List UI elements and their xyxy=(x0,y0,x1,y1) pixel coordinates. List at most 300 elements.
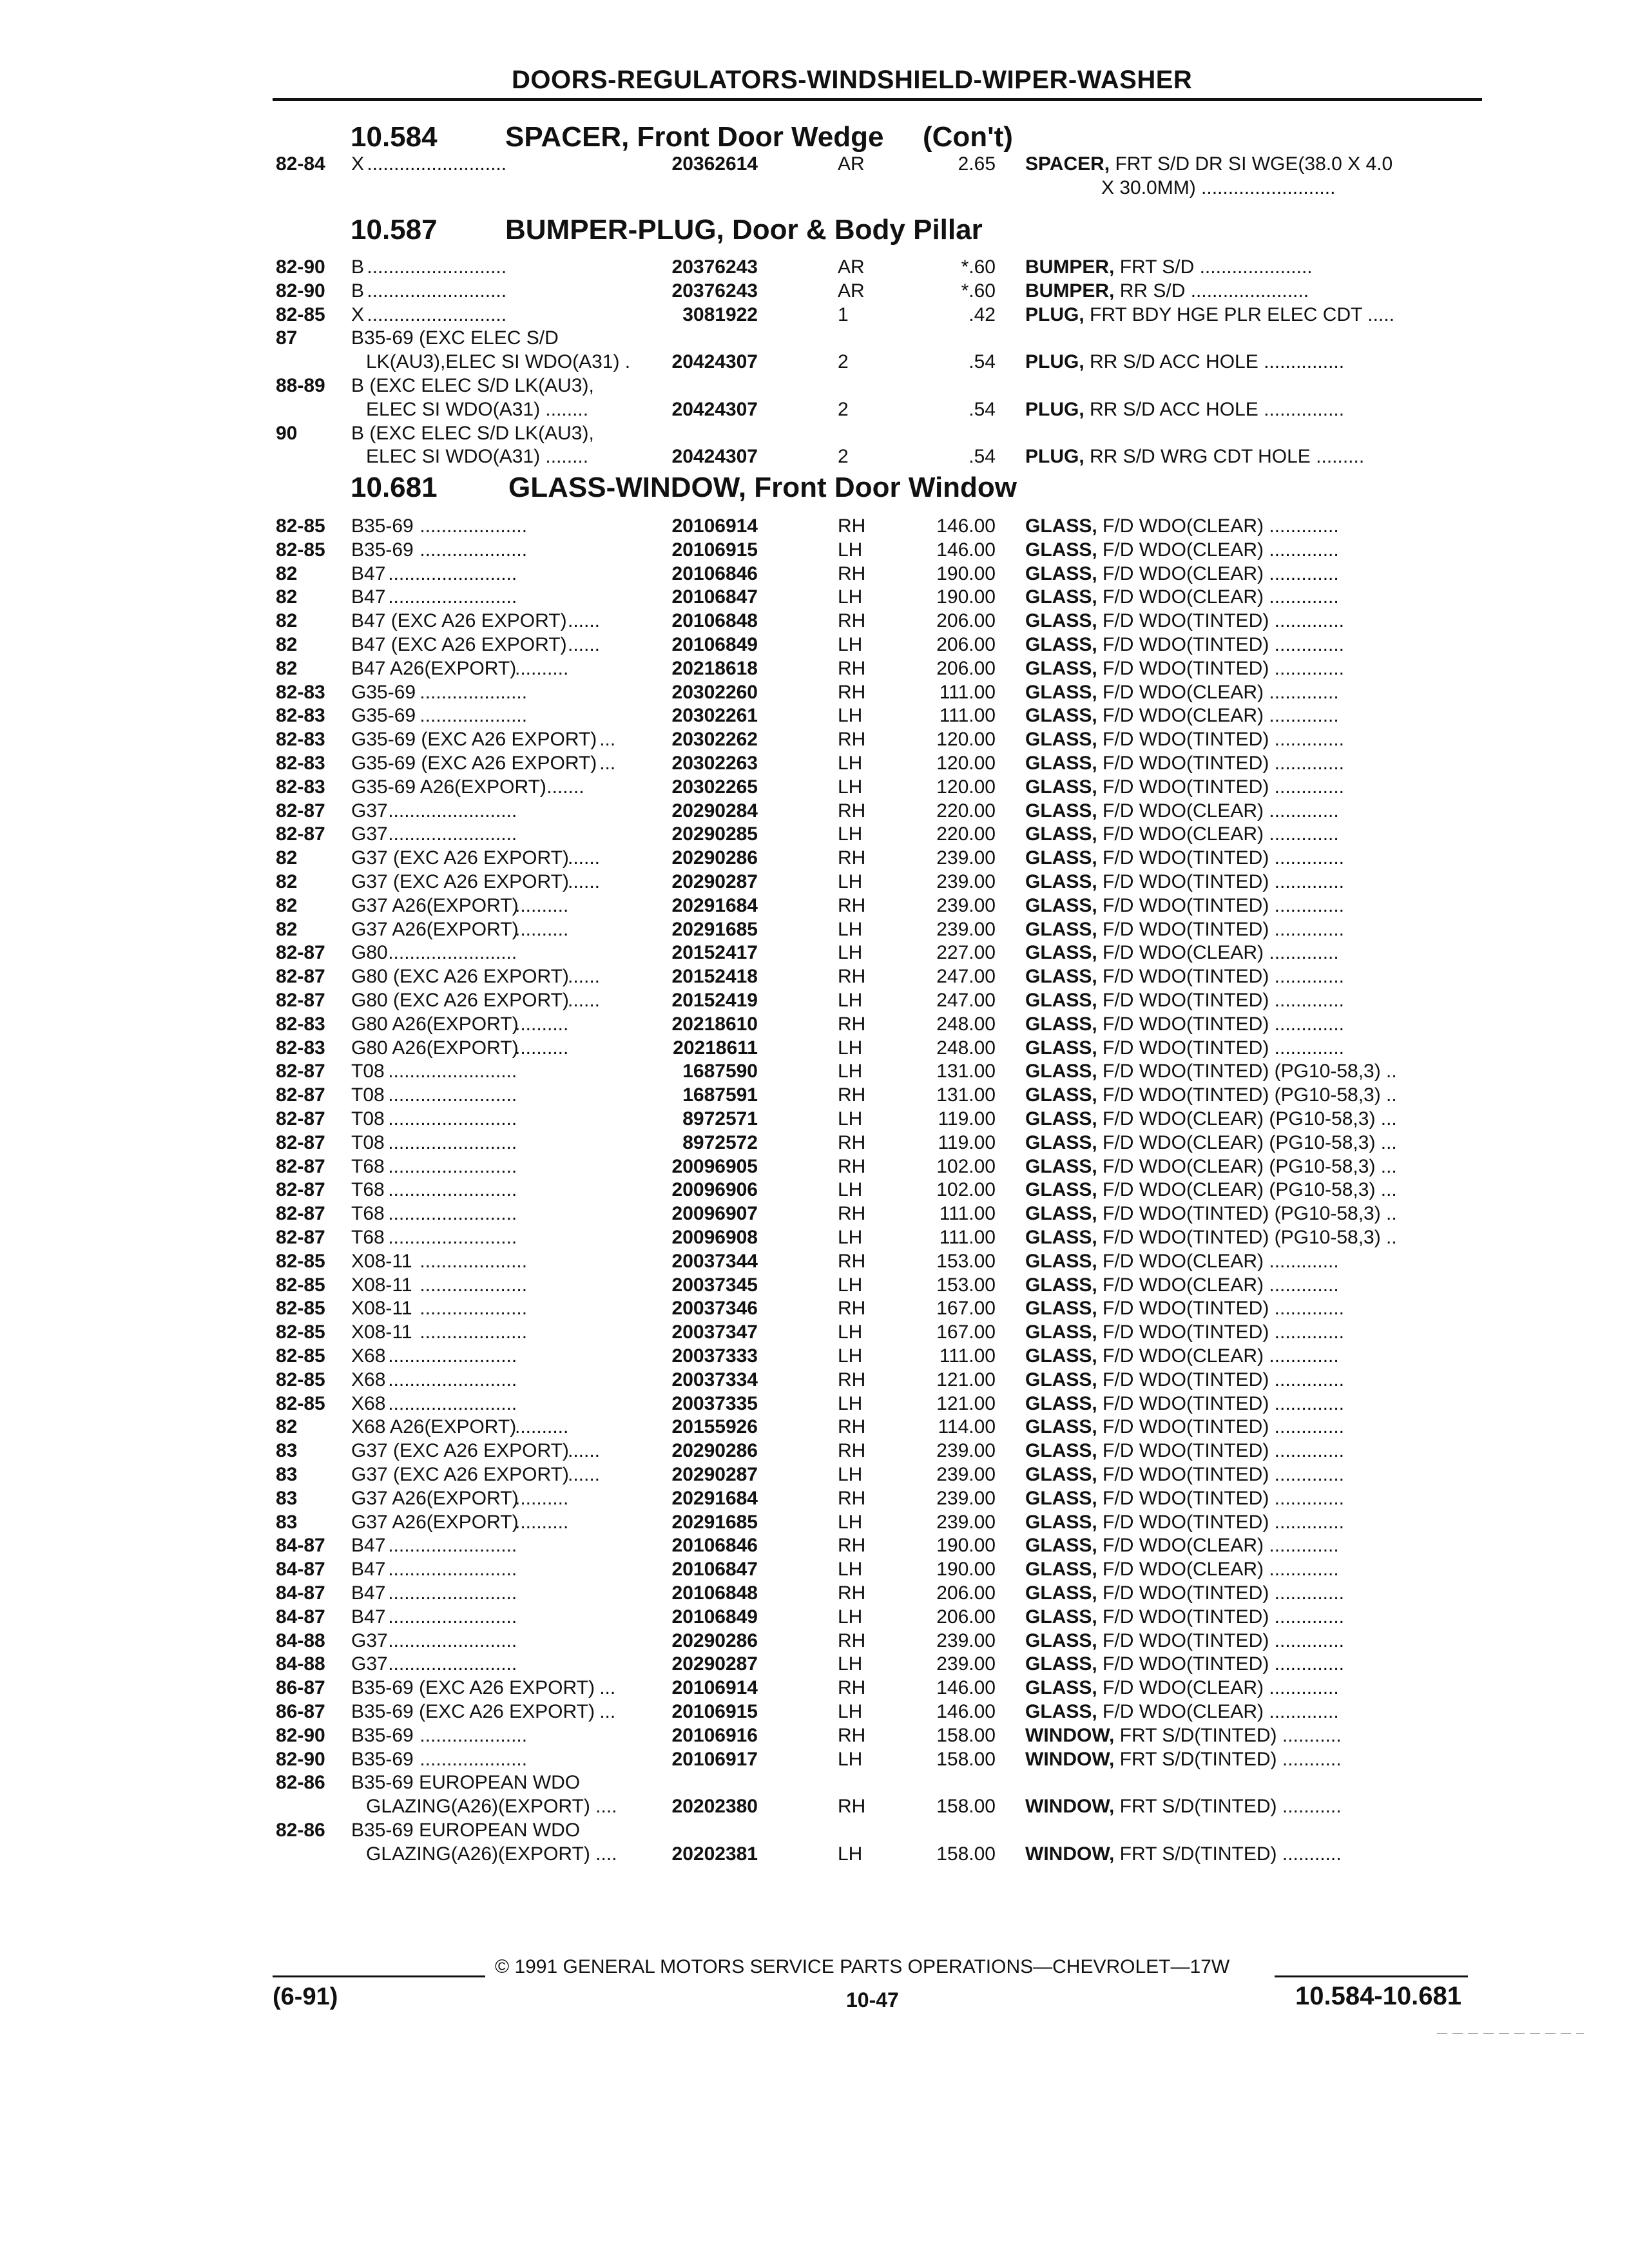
leader-dots: ........................ xyxy=(388,1131,517,1153)
model-code: X08-11 xyxy=(351,1321,412,1343)
description-text: FRT S/D DR SI WGE(38.0 X 4.0 xyxy=(1115,153,1393,175)
part-description xyxy=(1025,753,1344,774)
leader-dots: ... xyxy=(599,1677,616,1699)
description-label: WINDOW, xyxy=(1025,1748,1115,1770)
part-number: 20106849 xyxy=(671,634,758,655)
description-text: FRT S/D(TINTED) ........... xyxy=(1119,1724,1342,1746)
quantity: 1 xyxy=(838,303,849,325)
price: 248.00 xyxy=(936,1037,996,1059)
description-label: SPACER, xyxy=(1025,153,1110,175)
description-label: BUMPER, xyxy=(1025,280,1115,302)
part-number: 20424307 xyxy=(671,351,758,373)
part-description xyxy=(1025,1345,1339,1367)
model-code-continued: ELEC SI WDO(A31) ........ xyxy=(366,398,589,420)
parts-row xyxy=(276,1464,1487,1488)
leader-dots: .......................... xyxy=(367,256,507,278)
description-label: GLASS, xyxy=(1025,1274,1097,1296)
part-number: 8972572 xyxy=(682,1131,758,1153)
model-code: G80 A26(EXPORT) xyxy=(351,1013,519,1035)
part-number: 20106915 xyxy=(671,1701,758,1722)
model-code: X08-11 xyxy=(351,1274,412,1296)
part-number: 20106847 xyxy=(671,586,758,608)
quantity: LH xyxy=(838,1037,863,1059)
description-label: GLASS, xyxy=(1025,610,1097,632)
price: 239.00 xyxy=(936,1629,996,1651)
description-label: WINDOW, xyxy=(1025,1724,1115,1746)
price: 167.00 xyxy=(936,1321,996,1343)
leader-dots: ........................ xyxy=(388,1203,517,1225)
price: 111.00 xyxy=(939,1227,996,1248)
description-label: GLASS, xyxy=(1025,657,1097,679)
model-code: B xyxy=(351,256,365,278)
price: 131.00 xyxy=(936,1061,996,1082)
model-code: G37 (EXC A26 EXPORT) xyxy=(351,847,569,869)
model-years: 82 xyxy=(276,894,298,916)
part-number: 20202380 xyxy=(671,1796,758,1818)
model-code: G80 (EXC A26 EXPORT) xyxy=(351,990,569,1011)
price: 190.00 xyxy=(936,586,996,608)
model-code-continued: ELEC SI WDO(A31) ........ xyxy=(366,446,589,468)
part-number: 20106846 xyxy=(671,1535,758,1557)
price: 220.00 xyxy=(936,823,996,845)
leader-dots: .......... xyxy=(515,1416,569,1438)
parts-row xyxy=(276,256,1487,280)
price: 167.00 xyxy=(936,1298,996,1320)
quantity: RH xyxy=(838,1796,866,1818)
leader-dots: ...... xyxy=(568,1464,601,1485)
model-years: 82-84 xyxy=(276,153,325,175)
description-text: FRT BDY HGE PLR ELEC CDT ..... xyxy=(1090,303,1394,325)
quantity: LH xyxy=(838,1108,863,1129)
model-years: 82 xyxy=(276,586,298,608)
quantity: LH xyxy=(838,1843,863,1865)
part-description xyxy=(1025,1369,1344,1391)
leader-dots: ........................ xyxy=(388,586,517,608)
price: 206.00 xyxy=(936,634,996,655)
part-description xyxy=(1025,895,1344,917)
description-text: F/D WDO(TINTED) ............. xyxy=(1103,753,1345,774)
section-name: SPACER, Front Door Wedge xyxy=(505,121,884,153)
parts-row xyxy=(276,1440,1487,1464)
model-code: X08-11 xyxy=(351,1298,412,1320)
price: 111.00 xyxy=(939,1345,996,1367)
price: 153.00 xyxy=(936,1274,996,1296)
part-description xyxy=(1025,776,1344,798)
parts-row xyxy=(276,753,1487,776)
quantity: LH xyxy=(838,1345,863,1367)
part-description xyxy=(1025,634,1344,656)
description-text: F/D WDO(CLEAR) ............. xyxy=(1103,539,1339,561)
quantity: LH xyxy=(838,823,863,845)
quantity: RH xyxy=(838,847,866,869)
description-text: F/D WDO(CLEAR) ............. xyxy=(1103,1535,1339,1557)
parts-row xyxy=(276,586,1487,610)
part-number: 20106917 xyxy=(671,1748,758,1770)
model-years: 82 xyxy=(276,610,298,632)
quantity: RH xyxy=(838,1203,866,1225)
part-number: 20302261 xyxy=(671,705,758,727)
description-text: F/D WDO(TINTED) ............. xyxy=(1103,729,1345,751)
parts-row xyxy=(276,1630,1487,1654)
part-number: 20155926 xyxy=(671,1416,758,1438)
parts-row xyxy=(276,1321,1487,1345)
part-description xyxy=(1025,586,1339,608)
description-label: GLASS, xyxy=(1025,823,1097,845)
model-years: 82-83 xyxy=(276,705,325,727)
model-code: G35-69 xyxy=(351,681,416,703)
quantity: RH xyxy=(838,515,866,537)
model-code: G80 (EXC A26 EXPORT) xyxy=(351,966,569,988)
description-text: F/D WDO(CLEAR) ............. xyxy=(1103,562,1339,584)
part-number: 20376243 xyxy=(671,256,758,278)
part-number: 20218611 xyxy=(673,1037,758,1059)
parts-row xyxy=(276,1653,1487,1677)
description-label: GLASS, xyxy=(1025,1677,1097,1699)
description-text: F/D WDO(TINTED) ............. xyxy=(1103,610,1345,632)
part-description xyxy=(1025,1298,1344,1320)
description-text: F/D WDO(TINTED) ............. xyxy=(1103,1298,1345,1320)
model-years: 87 xyxy=(276,327,298,349)
part-description xyxy=(1025,256,1313,278)
leader-dots: ...... xyxy=(568,634,601,655)
model-years: 83 xyxy=(276,1487,298,1509)
model-years: 82-85 xyxy=(276,539,325,561)
description-text: F/D WDO(CLEAR) ............. xyxy=(1103,681,1339,703)
parts-row xyxy=(276,634,1487,658)
part-description xyxy=(1025,1701,1339,1723)
price: 239.00 xyxy=(936,1511,996,1533)
description-text: F/D WDO(TINTED) ............. xyxy=(1103,776,1345,798)
leader-dots: ........................ xyxy=(388,1084,517,1106)
part-number: 20290286 xyxy=(671,1629,758,1651)
leader-dots: ........................ xyxy=(388,1653,517,1675)
description-text: F/D WDO(TINTED) ............. xyxy=(1103,847,1345,869)
description-label: GLASS, xyxy=(1025,1392,1097,1414)
part-description xyxy=(1025,1227,1397,1249)
model-years: 82-85 xyxy=(276,1321,325,1343)
parts-row xyxy=(276,1156,1487,1180)
part-number: 20096908 xyxy=(671,1227,758,1248)
quantity: LH xyxy=(838,1511,863,1533)
parts-row xyxy=(276,705,1487,729)
model-years: 84-87 xyxy=(276,1559,325,1581)
quantity: RH xyxy=(838,681,866,703)
footer-date: (6-91) xyxy=(273,1983,338,2010)
part-number: 1687590 xyxy=(682,1061,758,1082)
leader-dots: ........................ xyxy=(388,1155,517,1177)
part-number: 20290287 xyxy=(671,871,758,892)
part-number: 20037346 xyxy=(671,1298,758,1320)
parts-row xyxy=(276,895,1487,919)
part-number: 20106914 xyxy=(671,515,758,537)
description-text: F/D WDO(TINTED) ............. xyxy=(1103,1392,1345,1414)
part-description xyxy=(1025,610,1344,632)
model-years: 82-86 xyxy=(276,1820,325,1841)
model-code: B47 xyxy=(351,1582,386,1604)
quantity: LH xyxy=(838,871,863,892)
model-code: T68 xyxy=(351,1227,385,1248)
part-description xyxy=(1025,729,1344,751)
part-number: 20290286 xyxy=(671,847,758,869)
description-text: F/D WDO(TINTED) (PG10-58,3) .. xyxy=(1103,1061,1397,1082)
model-years: 82-83 xyxy=(276,753,325,774)
model-years: 82 xyxy=(276,562,298,584)
model-years: 84-87 xyxy=(276,1535,325,1557)
description-text: F/D WDO(TINTED) ............. xyxy=(1103,634,1345,655)
part-number: 20037335 xyxy=(671,1392,758,1414)
part-description xyxy=(1025,1440,1344,1462)
quantity: AR xyxy=(838,256,865,278)
part-number: 20037334 xyxy=(671,1369,758,1390)
part-number: 20106848 xyxy=(671,610,758,632)
parts-row xyxy=(276,1298,1487,1321)
part-description xyxy=(1025,1559,1339,1581)
quantity: RH xyxy=(838,1131,866,1153)
price: 120.00 xyxy=(936,753,996,774)
model-code: B47 A26(EXPORT) xyxy=(351,657,517,679)
model-years: 82-87 xyxy=(276,1203,325,1225)
quantity: LH xyxy=(838,1701,863,1722)
description-label: GLASS, xyxy=(1025,705,1097,727)
model-years: 90 xyxy=(276,422,298,444)
description-label: GLASS, xyxy=(1025,515,1097,537)
description-continued: X 30.0MM) ......................... xyxy=(1101,177,1336,198)
quantity: LH xyxy=(838,990,863,1011)
price: 239.00 xyxy=(936,1653,996,1675)
model-years: 88-89 xyxy=(276,375,325,396)
model-years: 82 xyxy=(276,1416,298,1438)
part-description xyxy=(1025,1488,1344,1510)
part-number: 20106914 xyxy=(671,1677,758,1699)
parts-row xyxy=(276,1179,1487,1203)
part-description xyxy=(1025,351,1344,373)
part-description xyxy=(1025,705,1339,727)
model-code: G37 (EXC A26 EXPORT) xyxy=(351,1464,569,1485)
model-code: B35-69 xyxy=(351,1724,414,1746)
description-label: GLASS, xyxy=(1025,1084,1097,1106)
quantity: RH xyxy=(838,1582,866,1604)
leader-dots: ........................ xyxy=(388,562,517,584)
description-label: GLASS, xyxy=(1025,800,1097,822)
part-description xyxy=(1025,1749,1342,1771)
footer-page-number: 10-47 xyxy=(846,1988,899,2012)
description-label: GLASS, xyxy=(1025,1250,1097,1272)
model-code-continued: LK(AU3),ELEC SI WDO(A31) . xyxy=(366,351,631,373)
price: 146.00 xyxy=(936,515,996,537)
part-number: 20424307 xyxy=(671,398,758,420)
description-text: F/D WDO(CLEAR) ............. xyxy=(1103,586,1339,608)
model-years: 82-87 xyxy=(276,800,325,822)
description-text: F/D WDO(TINTED) (PG10-58,3) .. xyxy=(1103,1203,1397,1225)
description-text: F/D WDO(TINTED) ............. xyxy=(1103,1606,1345,1628)
quantity: LH xyxy=(838,1179,863,1201)
model-code: B35-69 xyxy=(351,515,414,537)
quantity: LH xyxy=(838,1061,863,1082)
model-code: B47 xyxy=(351,1559,386,1581)
description-label: GLASS, xyxy=(1025,942,1097,964)
part-description xyxy=(1025,1677,1339,1699)
model-code: B xyxy=(351,280,365,302)
part-number: 20376243 xyxy=(671,280,758,302)
price: 131.00 xyxy=(936,1084,996,1106)
model-code: G37 (EXC A26 EXPORT) xyxy=(351,871,569,892)
leader-dots: ...... xyxy=(568,847,601,869)
leader-dots: ... xyxy=(599,753,616,774)
parts-row xyxy=(276,1037,1487,1061)
scan-artifact xyxy=(1437,2033,1584,2034)
model-years: 84-88 xyxy=(276,1629,325,1651)
price: 239.00 xyxy=(936,1440,996,1462)
leader-dots: ........................ xyxy=(388,1369,517,1390)
quantity: RH xyxy=(838,729,866,751)
description-label: GLASS, xyxy=(1025,681,1097,703)
parts-row xyxy=(276,1014,1487,1037)
leader-dots: .................... xyxy=(419,1274,528,1296)
description-text: F/D WDO(TINTED) ............. xyxy=(1103,966,1345,988)
model-years: 82-87 xyxy=(276,1155,325,1177)
model-code: G37 A26(EXPORT) xyxy=(351,918,519,940)
part-description xyxy=(1025,1274,1339,1296)
description-label: GLASS, xyxy=(1025,1037,1097,1059)
part-description xyxy=(1025,1606,1344,1628)
leader-dots: .......... xyxy=(515,918,569,940)
part-description xyxy=(1025,1084,1397,1106)
model-code: G35-69 xyxy=(351,705,416,727)
part-description xyxy=(1025,847,1344,869)
part-number: 20290287 xyxy=(671,1464,758,1485)
part-number: 20302262 xyxy=(671,729,758,751)
parts-row xyxy=(276,1749,1487,1773)
quantity: LH xyxy=(838,918,863,940)
price: 121.00 xyxy=(936,1369,996,1390)
parts-row xyxy=(276,1772,1487,1820)
description-label: GLASS, xyxy=(1025,990,1097,1011)
part-description xyxy=(1025,1512,1344,1533)
part-description xyxy=(1025,563,1339,585)
part-description xyxy=(1025,1535,1339,1557)
description-text: F/D WDO(CLEAR) ............. xyxy=(1103,515,1339,537)
model-years: 86-87 xyxy=(276,1701,325,1722)
model-code: B (EXC ELEC S/D LK(AU3), xyxy=(351,422,594,444)
parts-row xyxy=(276,823,1487,847)
title-rule xyxy=(273,98,1482,101)
model-code: X68 xyxy=(351,1345,386,1367)
part-number: 20152419 xyxy=(671,990,758,1011)
model-code: T08 xyxy=(351,1108,385,1129)
model-code: T08 xyxy=(351,1084,385,1106)
model-code: X xyxy=(351,153,365,175)
leader-dots: .................... xyxy=(419,681,528,703)
model-years: 82-85 xyxy=(276,1345,325,1367)
parts-row xyxy=(276,304,1487,328)
leader-dots: .......... xyxy=(515,1013,569,1035)
quantity: RH xyxy=(838,1084,866,1106)
model-code-continued: GLAZING(A26)(EXPORT) .... xyxy=(366,1796,617,1818)
part-number: 20152417 xyxy=(671,942,758,964)
leader-dots: .......................... xyxy=(367,303,507,325)
description-text: RR S/D WRG CDT HOLE ......... xyxy=(1090,446,1365,468)
part-description xyxy=(1025,1796,1342,1818)
leader-dots: ........................ xyxy=(388,1345,517,1367)
parts-row xyxy=(276,1227,1487,1251)
quantity: 2 xyxy=(838,446,849,468)
quantity: RH xyxy=(838,1440,866,1462)
footer-rule xyxy=(273,1975,485,1977)
price: 227.00 xyxy=(936,942,996,964)
part-number: 20037344 xyxy=(671,1250,758,1272)
leader-dots: .......... xyxy=(515,1037,569,1059)
part-description xyxy=(1025,1014,1344,1035)
part-description xyxy=(1025,919,1344,941)
part-description xyxy=(1025,1630,1344,1652)
description-label: GLASS, xyxy=(1025,918,1097,940)
description-label: GLASS, xyxy=(1025,1653,1097,1675)
part-number: 20106846 xyxy=(671,562,758,584)
part-number: 20291684 xyxy=(671,1487,758,1509)
model-code: B35-69 (EXC A26 EXPORT) xyxy=(351,1677,595,1699)
model-years: 82-85 xyxy=(276,1369,325,1390)
leader-dots: ........................ xyxy=(388,1582,517,1604)
part-description xyxy=(1025,1653,1344,1675)
quantity: LH xyxy=(838,1392,863,1414)
parts-row xyxy=(276,847,1487,871)
quantity: RH xyxy=(838,1724,866,1746)
price: 220.00 xyxy=(936,800,996,822)
description-text: F/D WDO(CLEAR) ............. xyxy=(1103,942,1339,964)
price: 158.00 xyxy=(936,1748,996,1770)
description-text: F/D WDO(TINTED) ............. xyxy=(1103,1321,1345,1343)
model-years: 82 xyxy=(276,871,298,892)
price: 190.00 xyxy=(936,1535,996,1557)
price: 190.00 xyxy=(936,562,996,584)
model-years: 82-83 xyxy=(276,729,325,751)
price: 206.00 xyxy=(936,657,996,679)
price: 102.00 xyxy=(936,1179,996,1201)
quantity: LH xyxy=(838,1464,863,1485)
description-label: GLASS, xyxy=(1025,1701,1097,1722)
part-description xyxy=(1025,966,1344,988)
leader-dots: .......................... xyxy=(367,280,507,302)
quantity: RH xyxy=(838,1369,866,1390)
section-number: 10.584 xyxy=(351,121,438,153)
quantity: LH xyxy=(838,942,863,964)
description-text: FRT S/D(TINTED) ........... xyxy=(1119,1796,1342,1818)
part-description xyxy=(1025,871,1344,893)
model-years: 82 xyxy=(276,918,298,940)
parts-row xyxy=(276,327,1487,375)
part-number: 20362614 xyxy=(671,153,758,175)
leader-dots: ........................ xyxy=(388,800,517,822)
model-years: 82-85 xyxy=(276,1250,325,1272)
price: .42 xyxy=(969,303,996,325)
parts-row xyxy=(276,776,1487,800)
leader-dots: ........................ xyxy=(388,1392,517,1414)
part-number: 20037333 xyxy=(671,1345,758,1367)
description-text: RR S/D ACC HOLE ............... xyxy=(1090,351,1345,373)
parts-row xyxy=(276,1677,1487,1701)
description-text: F/D WDO(CLEAR) ............. xyxy=(1103,1701,1339,1722)
description-label: GLASS, xyxy=(1025,1511,1097,1533)
quantity: LH xyxy=(838,776,863,798)
description-text: F/D WDO(TINTED) ............. xyxy=(1103,1037,1345,1059)
parts-row xyxy=(276,610,1487,634)
model-code: G80 xyxy=(351,942,388,964)
parts-row xyxy=(276,1416,1487,1440)
part-description xyxy=(1025,153,1393,175)
description-label: GLASS, xyxy=(1025,1227,1097,1248)
leader-dots: .......... xyxy=(515,1511,569,1533)
model-years: 83 xyxy=(276,1511,298,1533)
